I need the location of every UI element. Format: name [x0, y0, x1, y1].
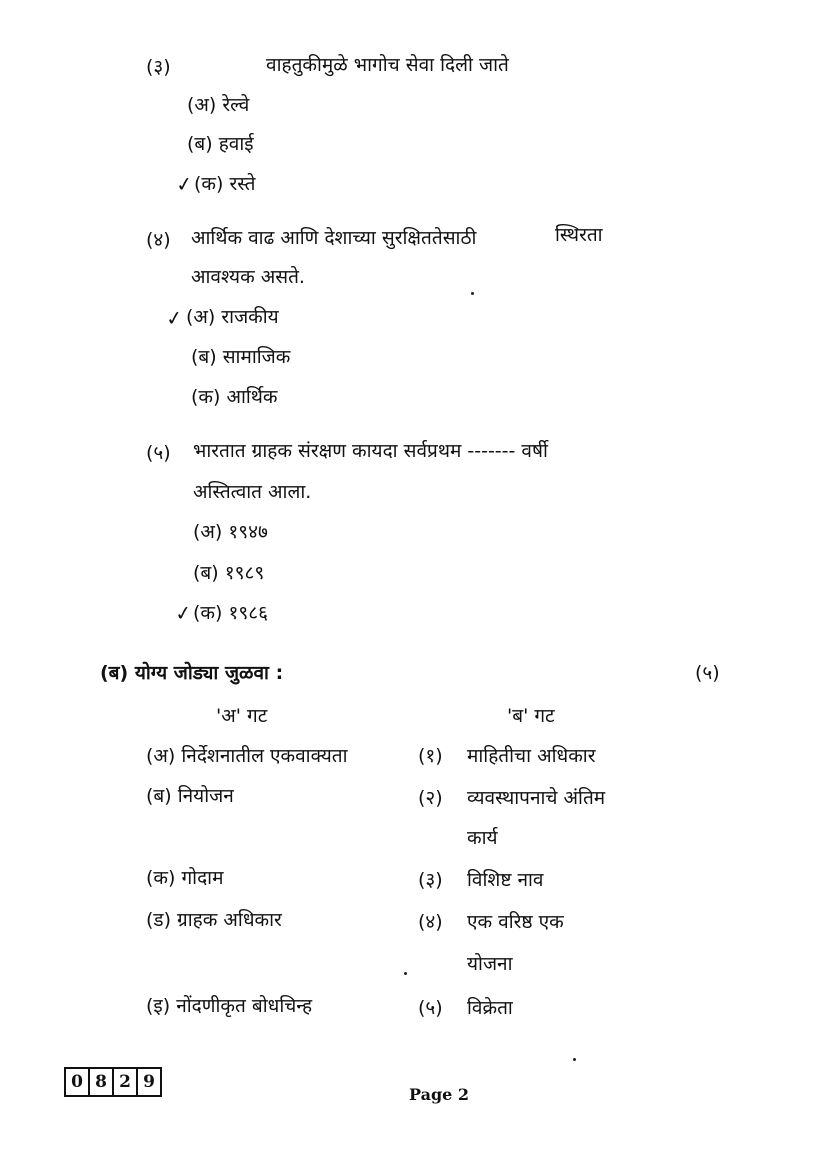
paper-code-digit: 2	[114, 1069, 138, 1095]
group-b-item-number: (३)	[418, 869, 443, 891]
q3-number: (३)	[146, 56, 171, 78]
group-b-item-text-continued: कार्य	[467, 827, 498, 849]
group-a-item: (इ) नोंदणीकृत बोधचिन्ह	[146, 995, 313, 1017]
q5-option-b: (ब) १९८९	[193, 562, 265, 584]
group-a-item: (अ) निर्देशनातील एकवाक्यता	[146, 745, 348, 767]
q5-option-c: (क) १९८६	[193, 602, 268, 624]
q4-line1: आर्थिक वाढ आणि देशाच्या सुरक्षिततेसाठी	[191, 227, 477, 249]
group-b-item-text: विक्रेता	[467, 997, 513, 1019]
q5-line1: भारतात ग्राहक संरक्षण कायदा सर्वप्रथम ------- वर्षी	[193, 440, 548, 462]
q3-text: वाहतुकीमुळे भागोच सेवा दिली जाते	[266, 54, 509, 76]
q4-answer-tick-mark: ✓	[164, 304, 185, 332]
section-b-marks: (५)	[695, 662, 720, 684]
scan-speck	[471, 292, 474, 295]
scan-speck	[573, 1058, 576, 1061]
group-b-item-text: माहितीचा अधिकार	[467, 745, 596, 767]
q4-blank-answer: स्थिरता	[555, 224, 603, 246]
group-b-item-text: विशिष्ट नाव	[467, 869, 544, 891]
group-b-item-number: (५)	[418, 997, 443, 1019]
group-b-header: 'ब' गट	[507, 705, 555, 727]
q5-number: (५)	[146, 442, 171, 464]
paper-code-digit: 9	[143, 1072, 155, 1092]
q4-option-b: (ब) सामाजिक	[191, 346, 291, 368]
group-b-item-text-continued: योजना	[467, 953, 513, 975]
q3-option-a: (अ) रेल्वे	[187, 94, 250, 116]
group-a-item: (ड) ग्राहक अधिकार	[146, 909, 282, 931]
group-b-item-number: (१)	[418, 745, 443, 767]
q5-answer-tick-mark: ✓	[173, 599, 194, 627]
page-number: Page 2	[409, 1085, 470, 1104]
q5-line2: अस्तित्वात आला.	[193, 481, 312, 503]
group-b-item-text: एक वरिष्ठ एक	[467, 911, 564, 933]
q4-option-a: (अ) राजकीय	[186, 306, 279, 328]
q4-option-c: (क) आर्थिक	[191, 386, 278, 408]
q5-option-a: (अ) १९४७	[193, 521, 268, 543]
group-a-item: (क) गोदाम	[146, 867, 224, 889]
group-a-item: (ब) नियोजन	[146, 785, 234, 807]
paper-code-digit: 8	[90, 1069, 114, 1095]
scan-speck	[404, 972, 407, 975]
group-b-item-text: व्यवस्थापनाचे अंतिम	[467, 787, 606, 809]
group-b-item-number: (२)	[418, 787, 443, 809]
q3-option-b: (ब) हवाई	[187, 133, 254, 155]
q3-answer-tick-mark: ✓	[174, 170, 195, 198]
group-b-item-number: (४)	[418, 911, 443, 933]
group-a-header: 'अ' गट	[216, 705, 268, 727]
section-b-instruction: (ब) योग्य जोड्या जुळवा :	[100, 662, 284, 684]
q4-line2: आवश्यक असते.	[191, 266, 305, 288]
q4-number: (४)	[146, 229, 171, 251]
q3-option-c: (क) रस्ते	[194, 173, 256, 195]
paper-code-digit: 0	[66, 1069, 90, 1095]
paper-code-box	[64, 1067, 162, 1097]
